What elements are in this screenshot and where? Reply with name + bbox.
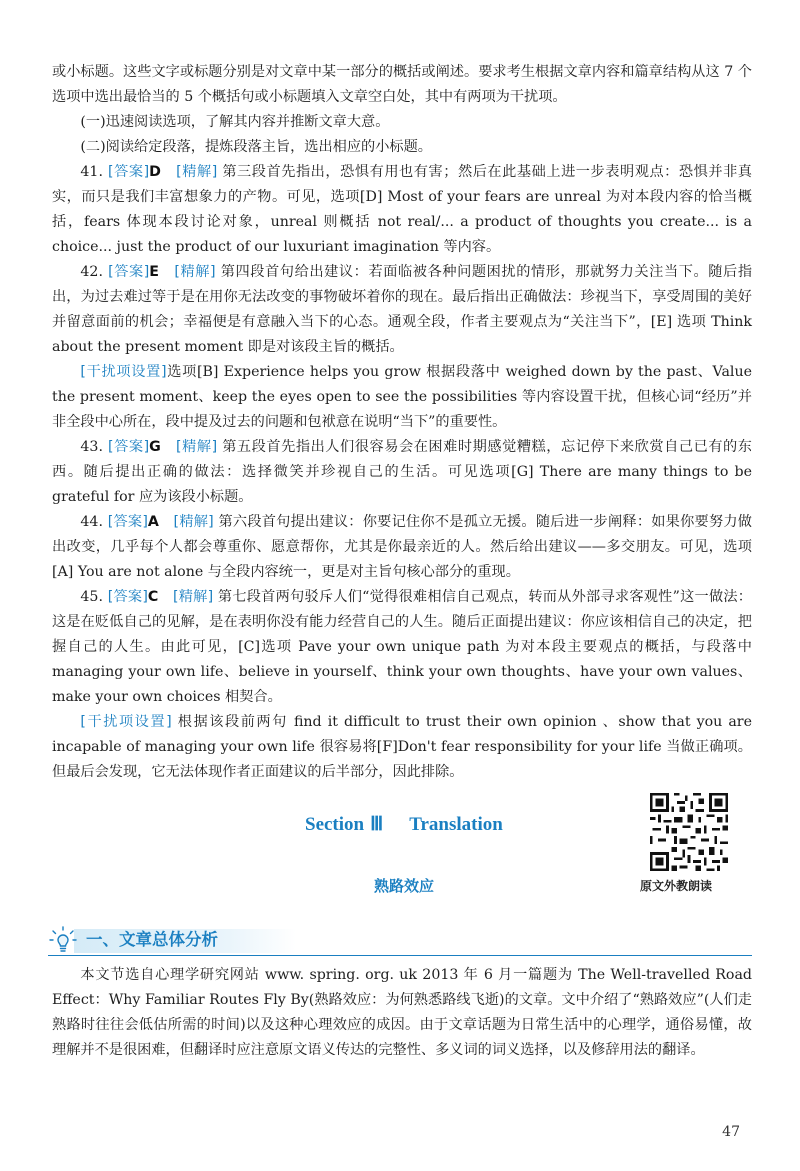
item-text: 第三段首先指出，恐惧有用也有害；然后在此基础上进一步表明观点：恐惧并非真实，而只是我们丰富想象力的产物。可见，选项[D] Most of your fears are unreal 为对本段内容的恰当概括，fears 体现本段讨论对象，unreal 则概括 not real/... a product of thoughts you create... is a choice... just the product of our luxuriant imagination 等内容。	[52, 164, 752, 255]
section-heading	[305, 812, 503, 837]
analysis-tag: [精解]	[172, 589, 214, 605]
section-numeral: Ⅲ	[370, 814, 384, 835]
item-43	[52, 435, 752, 510]
answer-letter: C	[147, 589, 159, 605]
passage-title: 熟路效应	[374, 877, 435, 895]
qr-code-icon[interactable]	[650, 793, 728, 871]
answer-letter: D	[149, 164, 161, 180]
item-number: 42.	[80, 264, 103, 280]
intro-step-1: (一)迅速阅读选项，了解其内容并推断文章大意。	[80, 114, 390, 130]
analysis-tag: [精解]	[173, 514, 214, 530]
intro-paragraph: 或小标题。这些文字或标题分别是对文章中某一部分的概括或阐述。要求考生根据文章内容和篇章结构从这 7 个选项中选出最恰当的 5 个概括句或小标题填入文章空白处，其中有两项为干扰项。	[52, 64, 752, 105]
answer-tag: [答案]	[107, 514, 148, 530]
qr-caption: 原文外教朗读	[640, 879, 713, 893]
item-number: 44.	[80, 514, 103, 530]
distractor-tag: [干扰项设置]	[80, 714, 172, 730]
item-number: 43.	[80, 439, 103, 455]
part-heading-title: 一、文章总体分析	[86, 930, 218, 949]
explanations-body	[52, 60, 752, 785]
section-name: Translation	[409, 814, 503, 835]
item-44	[52, 510, 752, 585]
analysis-tag: [精解]	[176, 439, 218, 455]
item-number: 41.	[80, 164, 103, 180]
distractor-note-45	[52, 710, 752, 785]
overall-analysis	[52, 963, 752, 1063]
analysis-paragraph: 本文节选自心理学研究网站 www. spring. org. uk 2013 年 6 月一篇题为 The Well-travelled Road Effect：Why Familiar Routes Fly By(熟路效应：为何熟悉路线飞逝)的文章。文中介绍了“熟路效应”(人们走熟路时往往会低估所需的时间)以及这种心理效应的成因。由于文章话题为日常生活中的心理学，通俗易懂，故理解并不是很困难，但翻译时应注意原文语义传达的完整性、多义词的词义选择，以及修辞用法的翻译。	[52, 967, 752, 1058]
item-42	[52, 260, 752, 360]
distractor-note-42	[52, 360, 752, 435]
distractor-tag: [干扰项设置]	[80, 364, 167, 380]
answer-letter: A	[147, 514, 159, 530]
distractor-text: 选项[B] Experience helps you grow 根据段落中 weighed down by the past、Value the present moment、keep the eyes open to see the possibilities 等内容设置干扰，但核心词“经历”并非全段中心所在，段中提及过去的问题和包袱意在说明“当下”的重要性。	[52, 364, 753, 430]
item-number: 45.	[80, 589, 103, 605]
answer-tag: [答案]	[108, 264, 150, 280]
analysis-tag: [精解]	[174, 264, 216, 280]
item-text: 第六段首句提出建议：你要记住你不是孤立无援。随后进一步阐释：如果你要努力做出改变，几乎每个人都会尊重你、愿意帮你，尤其是你最亲近的人。然后给出建议——多交朋友。可见，选项[A] You are not alone 与全段内容统一，更是对主旨句核心部分的重现。	[52, 514, 752, 580]
answer-tag: [答案]	[108, 439, 150, 455]
part-heading-band	[48, 925, 752, 956]
distractor-text: 根据该段前两句 find it difficult to trust their own opinion 、show that you are incapable of managing your own life 很容易将[F]Don't fear responsibility for your life 当做正确项。但最后会发现，它无法体现作者正面建议的后半部分，因此排除。	[52, 714, 752, 780]
answer-tag: [答案]	[108, 164, 150, 180]
lightbulb-icon	[48, 925, 78, 955]
item-text: 第五段首先指出人们很容易会在困难时期感觉糟糕，忘记停下来欣赏自己已有的东西。随后提出正确的做法：选择微笑并珍视自己的生活。可见选项[G] There are many things to be grateful for 应为该段小标题。	[52, 439, 752, 505]
answer-tag: [答案]	[107, 589, 148, 605]
intro-step-2: (二)阅读给定段落，提炼段落主旨，选出相应的小标题。	[80, 139, 432, 155]
item-45	[52, 585, 752, 710]
analysis-tag: [精解]	[176, 164, 218, 180]
answer-letter: E	[149, 264, 159, 280]
section-label: Section	[305, 814, 365, 835]
page-number: 47	[722, 1124, 740, 1140]
item-text: 第七段首两句驳斥人们“觉得很难相信自己观点，转而从外部寻求客观性”这一做法：这是在贬低自己的见解，是在表明你没有能力经营自己的人生。随后正面提出建议：你应该相信自己的决定，把握自己的人生。由此可见，[C]选项 Pave your own unique path 为对本段主要观点的概括，与段落中 managing your own life、believe in yourself、think your own thoughts、have your own values、make your own choices 相契合。	[52, 589, 752, 705]
item-41	[52, 160, 752, 260]
item-text: 第四段首句给出建议：若面临被各种问题困扰的情形，那就努力关注当下。随后指出，为过去难过等于是在用你无法改变的事物破坏着你的现在。最后指出正确做法：珍视当下，享受周围的美好并留意面前的机会；幸福便是有意融入当下的心态。通观全段，作者主要观点为“关注当下”，[E] 选项 Think about the present moment 即是对该段主旨的概括。	[52, 264, 753, 355]
answer-letter: G	[149, 439, 161, 455]
